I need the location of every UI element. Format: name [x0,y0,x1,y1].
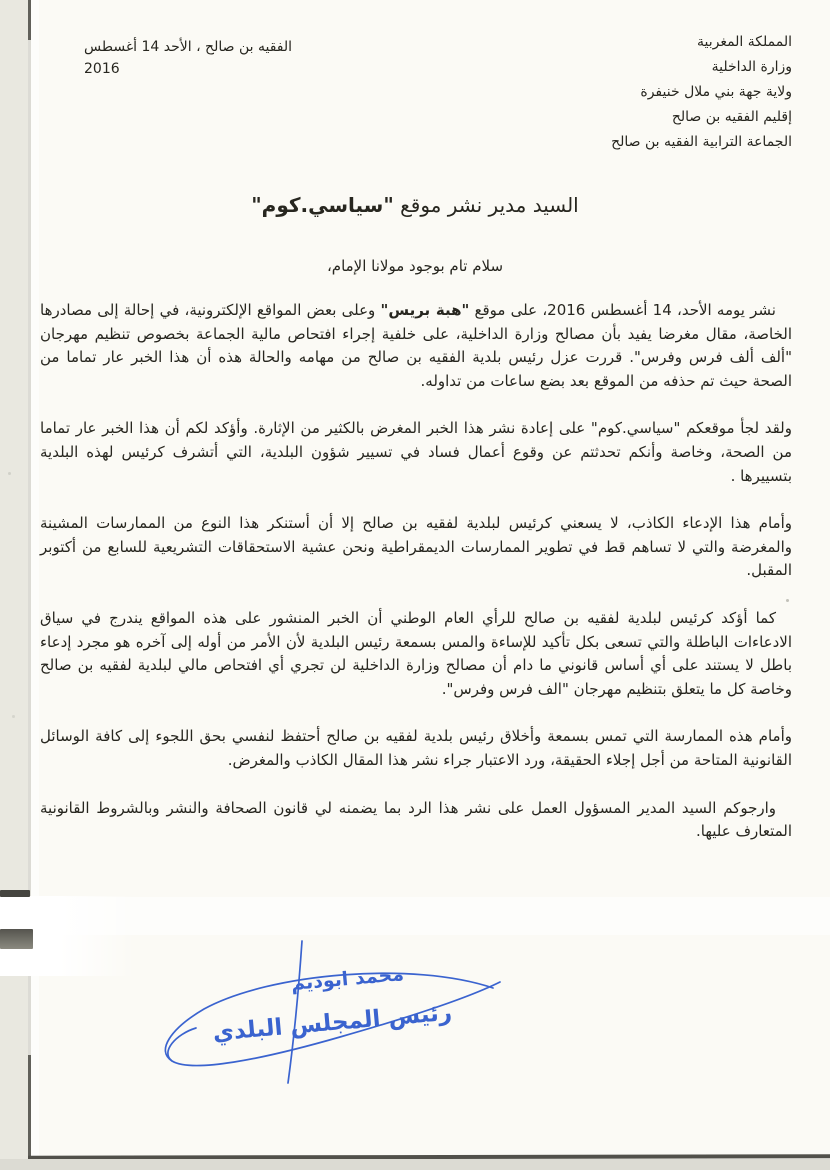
dateline [84,36,292,80]
signature-block [148,933,528,1093]
paragraph-2: ولقد لجأ موقعكم "سياسي.كوم" على إعادة نشر هذا الخبر المغرض بالكثير من الإثارة. وأؤكد لكم أن هذا الخبر عار تماما من الصحة، وخاصة وأنكم تحدثتم عن وقوع أعمال فساد في تسيير شؤون البلدية، التي أتشرف كرئيس لهذه البلدية بتسييرها . [40,419,792,485]
greeting-line: سلام تام بوجود مولانا الإمام، [326,257,504,275]
paragraph-4: كما أؤكد كرئيس لبلدية لفقيه بن صالح للرأي العام الوطني أن الخبر المنشور على هذه المواقع يندرج في سياق الادعاءات الباطلة والتي تسعى بكل تأكيد للإساءة والمس بسمعة رئيس البلدية لأن الأمر من أوله إلى آخره هو مجرد إدعاء باطل لا يستند على أي أساس قانوني ما دام أن مصالح وزارة الداخلية لن تجري أي افتحاص مالي لبلدية لفقيه بن صالح وخاصة كل ما يتعلق بتنظيم مهرجان "الف فرس وفرس". [40,608,792,698]
title-prefix: السيد مدير نشر موقع [393,193,579,217]
paragraph-1-post: وعلى بعض المواقع الإلكترونية، في إحالة إلى مصادرها الخاصة، مقال مغرضا يفيد بأن مصالح وزارة الداخلية، على خلفية إجراء افتحاص مالية الجماعة بخصوص تنظيم مهرجان "ألف ألف فرس وفرس". قررت عزل رئيس بلدية الفقيه بن صالح من مهامه والحالة هذه أن هذا الخبر عار تماما من الصحة حيث تم حذفه من الموقع بعد بضع ساعات من تداوله. [40,301,792,390]
letterhead-line-ministry: وزارة الداخلية [711,59,792,75]
scan-dark-mark-lower [0,929,33,949]
signature-name-text: محمد ابوديم [290,963,405,995]
dateline-place-day: الفقيه بن صالح ، الأحد 14 أغسطس [84,39,293,55]
scan-left-edge-line [28,0,31,1170]
scan-left-edge-strip [0,0,28,1170]
paragraph-1 [40,299,792,393]
page-title [0,193,830,217]
paragraph-5: وأمام هذه الممارسة التي تمس بسمعة وأخلاق رئيس بلدية لفقيه بن صالح أحتفظ لنفسي بحق اللجوء إلى كافة الوسائل القانونية المتاحة من أجل إجلاء الحقيقة، ورد الاعتبار جراء نشر هذا المقال الكاذب والمغرض. [40,727,792,769]
scan-dark-mark-upper [0,890,30,897]
title-site-name: "سياسي.كوم" [251,193,394,217]
signature-swoosh-tail [168,1028,196,1061]
signature-ink [148,933,528,1093]
scan-speck [12,715,15,718]
scan-bottom-edge-line [28,1154,830,1159]
scan-speck [8,472,11,475]
letter-body [40,299,792,868]
letterhead-line-kingdom: المملكة المغربية [696,34,792,50]
paragraph-1-pre: نشر يومه الأحد، 14 أغسطس 2016، على موقع [469,301,776,319]
paragraph-3: وأمام هذا الإدعاء الكاذب، لا يسعني كرئيس لبلدية لفقيه بن صالح إلا أن أستنكر هذا النوع من الممارسات المشينة والمغرضة والتي لا تساهم قط في تطوير الممارسات الديمقراطية ونحن عشية الاستحقاقات التشريعية للسابع من أكتوبر المقبل. [40,514,792,580]
scan-bottom-edge-strip [0,1159,830,1170]
scan-white-band [0,897,830,935]
letterhead [611,30,792,155]
letterhead-line-province: إقليم الفقيه بن صالح [671,109,792,125]
paragraph-1-site-bold: "هبة بريس" [380,301,470,319]
scan-left-highlight [31,0,39,1170]
signature-role-text: رئيس المجلس البلدي [211,999,454,1047]
letterhead-line-region: ولاية جهة بني ملال خنيفرة [640,84,792,100]
letterhead-line-commune: الجماعة الترابية الفقيه بن صالح [611,134,792,150]
paragraph-6: وارجوكم السيد المدير المسؤول العمل على نشر هذا الرد بما يضمنه لي قانون الصحافة والنشر وبالشروط القانونية المتعارف عليها. [40,798,792,841]
dateline-year: 2016 [84,61,120,77]
scan-white-band-left [0,896,135,976]
